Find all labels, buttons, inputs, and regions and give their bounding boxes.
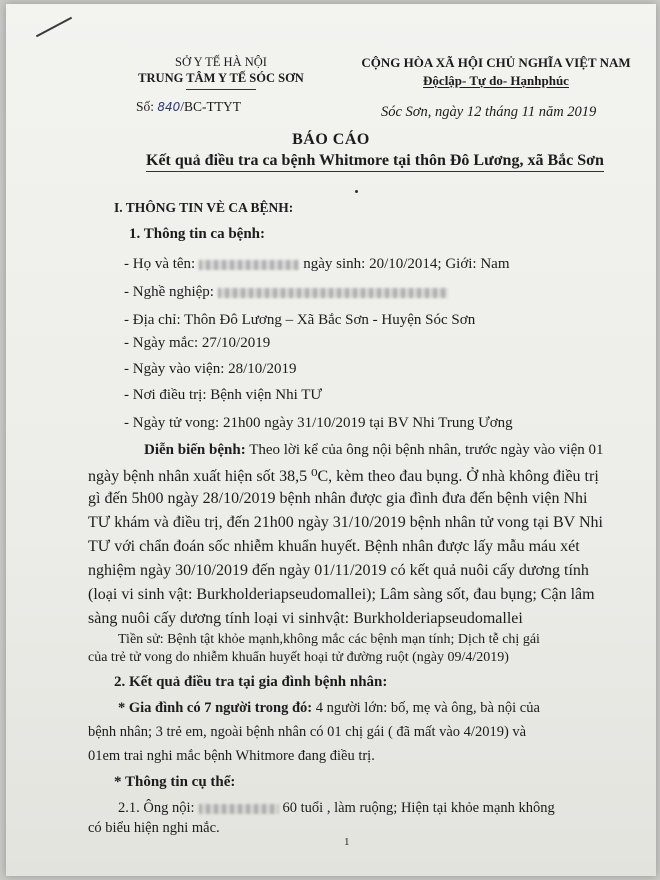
doc-number-suffix: /BC-TTYT (180, 99, 242, 114)
national-header (346, 54, 646, 90)
death-info: - Ngày tử vong: 21h00 ngày 31/10/2019 tại BV Nhi Trung Ương (124, 415, 513, 431)
agency-underline (186, 89, 256, 90)
onset-date: - Ngày mắc: 27/10/2019 (124, 335, 271, 351)
divider-dot (355, 190, 358, 193)
family-adults: 4 người lớn: bố, mẹ và ông, bà nội của (315, 700, 540, 716)
details-heading: * Thông tin cụ thể: (114, 774, 236, 790)
section1-heading: I. THÔNG TIN VÈ CA BỆNH: (114, 200, 294, 215)
grandfather-line-2: có biểu hiện nghi mắc. (88, 820, 220, 836)
grandfather-line-1 (118, 800, 555, 817)
family-line-3: 01em trai nghi mắc bệnh Whitmore đang điều trị. (88, 748, 375, 764)
history-line-1: Tiền sử: Bệnh tật khỏe mạnh,không mắc các bệnh mạn tính; Dịch tễ chị gái (118, 632, 540, 647)
report-subtitle: Kết quả điều tra ca bệnh Whitmore tại thôn Đô Lương, xã Bắc Sơn (146, 152, 604, 172)
national-motto: Độclập- Tự do- Hạnhphúc (423, 73, 569, 88)
clinical-course-line-3: gì đến 5h00 ngày 28/10/2019 bệnh nhân được gia đình đưa đến bệnh viện Nhi (88, 490, 588, 507)
report-title: BÁO CÁO (292, 131, 370, 148)
occupation-label: - Nghề nghiệp: (124, 284, 214, 300)
redacted-grandfather-name (199, 804, 279, 814)
admission-date: - Ngày vào viện: 28/10/2019 (124, 361, 297, 377)
treatment-place: - Nơi điều trị: Bệnh viện Nhi TƯ (124, 387, 323, 403)
clinical-course-line-8: sàng nuôi cấy dương tính loại vi sinhvật: Burkholderiapseudomallei (88, 610, 523, 627)
redacted-name (199, 260, 299, 270)
document-date: Sóc Sơn, ngày 12 tháng 11 năm 2019 (381, 104, 597, 120)
occupation-line (124, 284, 452, 301)
pen-stroke (36, 17, 72, 38)
clinical-course-line-4: TƯ khám và điều trị, đến 21h00 ngày 31/10/2019 bệnh nhân tử vong tại BV Nhi (88, 514, 603, 531)
clinical-course-line-2: ngày bệnh nhân xuất hiện sốt 38,5 ⁰C, kèm theo đau bụng. Ở nhà không điều trị (88, 468, 599, 485)
clinical-course-line-5: TƯ với chẩn đoán sốc nhiễm khuẩn huyết. Bệnh nhân được lấy mẫu máu xét (88, 538, 580, 555)
address-line: - Địa chỉ: Thôn Đô Lương – Xã Bắc Sơn - Huyện Sóc Sơn (124, 312, 476, 328)
doc-number-prefix: Số: (136, 99, 155, 114)
grandfather-info: 60 tuổi , làm ruộng; Hiện tại khỏe mạnh không (282, 800, 555, 816)
family-line-2: bệnh nhân; 3 trẻ em, ngoài bệnh nhân có 01 chị gái ( đã mất vào 4/2019) và (88, 724, 527, 740)
family-intro: * Gia đình có 7 người trong đó: (118, 700, 313, 716)
document-number (136, 99, 241, 115)
case-info-heading: 1. Thông tin ca bệnh: (129, 226, 266, 242)
clinical-course-label: Diễn biến bệnh: (144, 442, 246, 458)
clinical-course-text-1: Theo lời kể của ông nội bệnh nhân, trước ngày vào viện 01 (249, 442, 604, 458)
agency-parent: SỞ Y TẾ HÀ NỘI (175, 55, 267, 69)
history-line-2: của trẻ tử vong do nhiễm khuẩn huyết hoại tử đường ruột (ngày 09/4/2019) (88, 650, 509, 665)
redacted-occupation (218, 288, 448, 298)
clinical-course-line-7: (loại vi sinh vật: Burkholderiapseudomallei); Lâm sàng sốt, đau bụng; Cận lâm (88, 586, 595, 603)
section2-heading: 2. Kết quả điều tra tại gia đình bệnh nhân: (114, 674, 388, 690)
doc-number-handwritten: 840 (157, 100, 181, 114)
clinical-course-line-1 (144, 442, 604, 459)
grandfather-label: 2.1. Ông nội: (118, 800, 195, 816)
clinical-course-line-6: nghiệm ngày 30/10/2019 đến ngày 01/11/2019 có kết quả nuôi cấy dương tính (88, 562, 589, 579)
name-label: - Họ và tên: (124, 256, 196, 272)
document-page (6, 4, 656, 876)
agency-header (116, 54, 326, 90)
country-name: CỘNG HÒA XÃ HỘI CHỦ NGHĨA VIỆT NAM (361, 55, 631, 70)
page-number: 1 (344, 836, 350, 848)
family-line-1 (118, 700, 540, 717)
birth-gender: ngày sinh: 20/10/2014; Giới: Nam (303, 256, 510, 272)
patient-name-line (124, 256, 510, 273)
agency-name: TRUNG TÂM Y TẾ SÓC SƠN (138, 71, 304, 85)
